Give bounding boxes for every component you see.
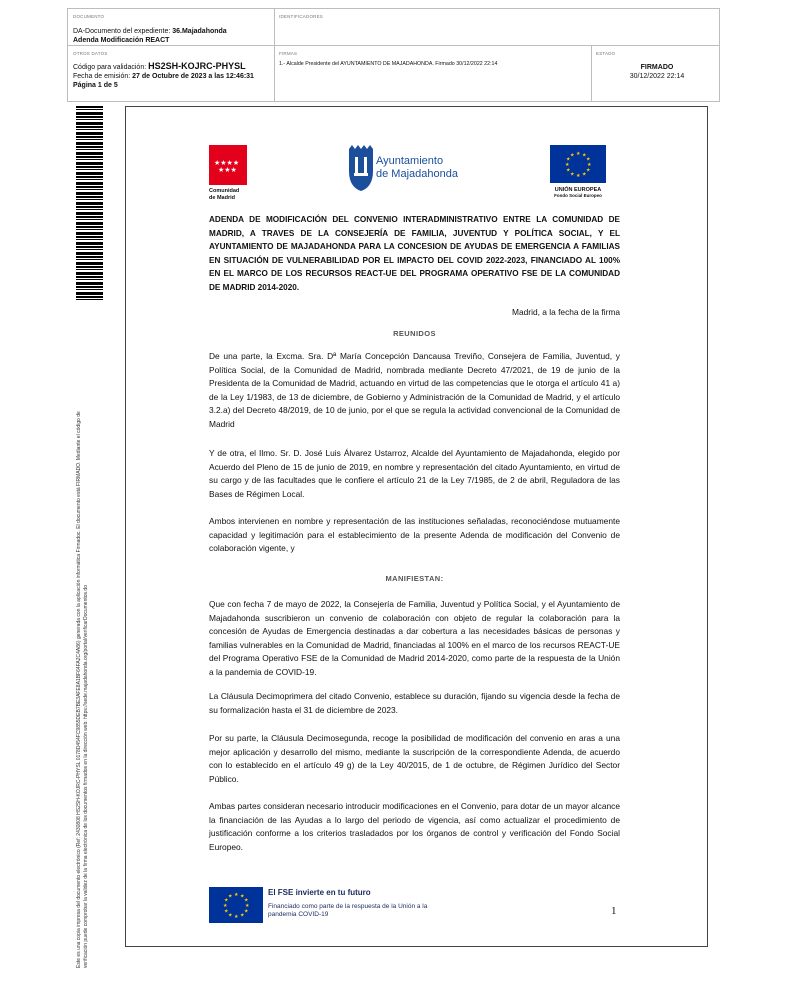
svg-text:★: ★ bbox=[586, 156, 591, 163]
union-europea-logo bbox=[548, 145, 608, 209]
svg-text:★: ★ bbox=[586, 167, 591, 174]
svg-text:★: ★ bbox=[224, 908, 229, 915]
paragraph-6: Por su parte, la Cláusula Decimosegunda, recoge la posibilidad de modificación del convenio en aras a una mejor aplicación y desarrollo del mismo, mediante la suscripción de la correspondiente Adenda, de acuerdo con lo establecido en el artículo 49 g) de la Ley 40/2015, de 1 de octubre, de Régimen Jurídico del Sector Público. bbox=[209, 733, 620, 784]
paragraph-1: De una parte, la Excma. Sra. Dª María Concepción Dancausa Treviño, Consejera de Familia, Juventud, y Política Social, de la Comunidad de Madrid, nombrada mediante Decreto 47/2021, de 19 de junio de la Presidenta de la Comunidad de Madrid, actuando en virtud de las competencias que le otorga el artículo 41 a) de la Ley 1/1983, de 13 de diciembre, de Gobierno y Administración de la Comunidad de Madrid, y el artículo 3.2.a) del Decreto 48/2019, de 10 de junio, por el que se regula la actividad convencional de la Comunidad de Madrid bbox=[209, 351, 620, 429]
svg-text:★: ★ bbox=[228, 893, 233, 900]
ue-line2: Fondo Social Europeo bbox=[554, 193, 602, 198]
svg-text:★: ★ bbox=[576, 173, 581, 179]
eu-flag-icon bbox=[550, 145, 606, 183]
reunidos-heading: REUNIDOS bbox=[393, 329, 436, 338]
svg-text:★★★★: ★★★★ bbox=[214, 159, 240, 167]
doc-line1: DA-Documento del expediente: 36.Majadahonda bbox=[73, 28, 227, 35]
fse-title: El FSE invierte en tu futuro bbox=[268, 888, 371, 897]
firmas-label: FIRMAS bbox=[279, 51, 298, 56]
otros-datos-cell bbox=[73, 49, 271, 90]
svg-text:★: ★ bbox=[244, 897, 249, 904]
svg-text:★: ★ bbox=[244, 908, 249, 915]
documento-cell bbox=[73, 12, 271, 45]
document-page bbox=[125, 106, 708, 947]
svg-text:★: ★ bbox=[565, 162, 570, 168]
firmas-cell bbox=[279, 49, 589, 69]
comunidad-madrid-logo bbox=[209, 145, 247, 207]
svg-text:★: ★ bbox=[566, 167, 571, 174]
fse-eu-flag-icon bbox=[209, 887, 263, 923]
verification-side-text bbox=[76, 298, 90, 968]
firma-1: 1.- Alcalde Presidente del AYUNTAMIENTO DE MAJADAHONDA. Firmado 30/12/2022 22:14 bbox=[279, 61, 498, 67]
estado-cell bbox=[596, 49, 718, 81]
svg-text:★: ★ bbox=[576, 151, 581, 157]
page-number: 1 bbox=[611, 905, 617, 917]
fse-footer-logo bbox=[209, 885, 429, 927]
side-text-line1: Este es una copia impresa del documento electrónico (Ref: 2430808 HS2SH-KOJRC-PHYSL 0178D454FC9855DEB7BE3AFE8A1BF64FA2C4A86) generada con la aplicación informática Firmadoc. El documento está FIRMADO. Mediante el código de bbox=[76, 411, 82, 968]
paragraph-4: Que con fecha 7 de mayo de 2022, la Consejería de Familia, Juventud y Política Social, y el Ayuntamiento de Majadahonda suscribieron un convenio de colaboración con objeto de regular la colaboración para la concesión de Ayudas de Emergencia destinadas a dar cobertura a las necesidades básicas de personas y familias vulnerables en la Comunidad de Madrid, financiadas al 100% en el marco de los recursos REACT-UE del Programa Operativo FSE de la Comunidad de Madrid 2014-2020, como parte de la respuesta de la Unión a la pandemia de COVID-19. bbox=[209, 599, 620, 677]
svg-text:★: ★ bbox=[223, 903, 228, 909]
comunidad-line1: Comunidad bbox=[209, 188, 240, 194]
comunidad-line2: de Madrid bbox=[209, 194, 235, 201]
codigo-value[interactable]: HS2SH-KOJRC-PHYSL bbox=[148, 61, 246, 71]
svg-text:★★★: ★★★ bbox=[218, 166, 237, 174]
svg-text:★: ★ bbox=[240, 893, 245, 900]
ayuntamiento-logo bbox=[346, 143, 466, 193]
svg-text:★: ★ bbox=[570, 171, 575, 178]
document-title: ADENDA DE MODIFICACIÓN DEL CONVENIO INTERADMINISTRATIVO ENTRE LA COMUNIDAD DE MADRID, A TRAVES DE LA CONSEJERÍA DE FAMILIA, JUVENTUD Y POLÍTICA SOCIAL, Y EL AYUNTAMIENTO DE MAJADAHONDA PARA LA CONCESION DE AYUDAS DE EMERGENCIA A FAMILIAS EN SITUACIÓN DE VULNERABILIDAD POR EL IMPACTO DEL COVID 2022-2023, FINANCIADO AL 100% EN EL MARCO DE LOS RECURSOS REACT-UE DEL PROGRAMA OPERATIVO FSE DE LA COMUNIDAD DE MADRID 2014-2020. bbox=[209, 215, 620, 292]
svg-text:★: ★ bbox=[224, 897, 229, 904]
svg-text:★: ★ bbox=[570, 152, 575, 159]
svg-text:★: ★ bbox=[234, 914, 239, 920]
svg-text:★: ★ bbox=[566, 156, 571, 163]
documento-label: DOCUMENTO bbox=[73, 14, 105, 19]
estado-label: ESTADO bbox=[596, 51, 616, 56]
doc-line2: Adenda Modificación REACT bbox=[73, 37, 170, 44]
barcode bbox=[76, 106, 103, 301]
identificadores-cell bbox=[279, 12, 323, 21]
otros-datos-label: OTROS DATOS bbox=[73, 51, 108, 56]
place-date: Madrid, a la fecha de la firma bbox=[512, 307, 620, 317]
fse-subtitle: Financiado como parte de la respuesta de la Unión a la pandemia COVID-19 bbox=[268, 903, 428, 918]
svg-text:★: ★ bbox=[245, 903, 250, 909]
estado-fecha: 30/12/2022 22:14 bbox=[629, 73, 685, 80]
svg-text:★: ★ bbox=[240, 912, 245, 919]
manifiestan-heading: MANIFIESTAN: bbox=[385, 574, 444, 583]
svg-text:★: ★ bbox=[582, 171, 587, 178]
pagina-indicator: Página 1 de 5 bbox=[73, 82, 118, 89]
identificadores-label: IDENTIFICADORES bbox=[279, 14, 324, 19]
comunidad-madrid-stars-icon bbox=[209, 145, 247, 185]
ue-line1: UNIÓN EUROPEA bbox=[554, 187, 602, 193]
paragraph-7: Ambas partes consideran necesario introducir modificaciones en el Convenio, para dotar de un mayor alcance la financiación de las Ayudas a lo largo del periodo de vigencia, así como actualizar el procedimiento de justificación conforme a los criterios trasladados por los órganos de control y verificación del Fondo Social Europeo. bbox=[209, 801, 620, 852]
svg-text:★: ★ bbox=[587, 162, 592, 168]
ayuntamiento-line2: de Majadahonda bbox=[376, 168, 458, 180]
paragraph-3: Ambos intervienen en nombre y representación de las instituciones señaladas, reconociéndose mutuamente capacidad y legitimación para el establecimiento de la presente Adenda de modificación del Convenio de colaboración vigente, y bbox=[209, 516, 620, 553]
svg-text:★: ★ bbox=[234, 892, 239, 898]
paragraph-2: Y de otra, el Ilmo. Sr. D. José Luis Álvarez Ustarroz, Alcalde del Ayuntamiento de Majadahonda, elegido por Acuerdo del Pleno de 15 de junio de 2019, en nombre y representación del citado Ayuntamiento, en virtud de su cargo y de las facultades que le confiere el artículo 21 de la Ley 7/1985, de 2 de abril, Reguladora de las Bases de Régimen Local. bbox=[209, 448, 620, 499]
fecha-emision: Fecha de emisión: 27 de Octubre de 2023 a las 12:46:31 bbox=[73, 73, 254, 80]
side-text-line2: verificación puede comprobar la validez de la firma electrónica de los documentos firmados en la dirección web: https://sede.majadahonda.org/portal/verificarDocumentos.do bbox=[83, 585, 89, 968]
ayuntamiento-line1: Ayuntamiento bbox=[376, 155, 444, 167]
paragraph-5: La Cláusula Decimoprimera del citado Convenio, establece su duración, fijando su vigencia desde la fecha de su formalización hasta el 31 de diciembre de 2023. bbox=[209, 691, 620, 715]
svg-text:★: ★ bbox=[228, 912, 233, 919]
ayuntamiento-shield-icon bbox=[346, 143, 376, 193]
estado-value: FIRMADO bbox=[640, 64, 674, 71]
codigo-validacion: Código para validación: HS2SH-KOJRC-PHYSL bbox=[73, 61, 246, 71]
svg-text:★: ★ bbox=[582, 152, 587, 159]
signature-header bbox=[67, 8, 720, 102]
